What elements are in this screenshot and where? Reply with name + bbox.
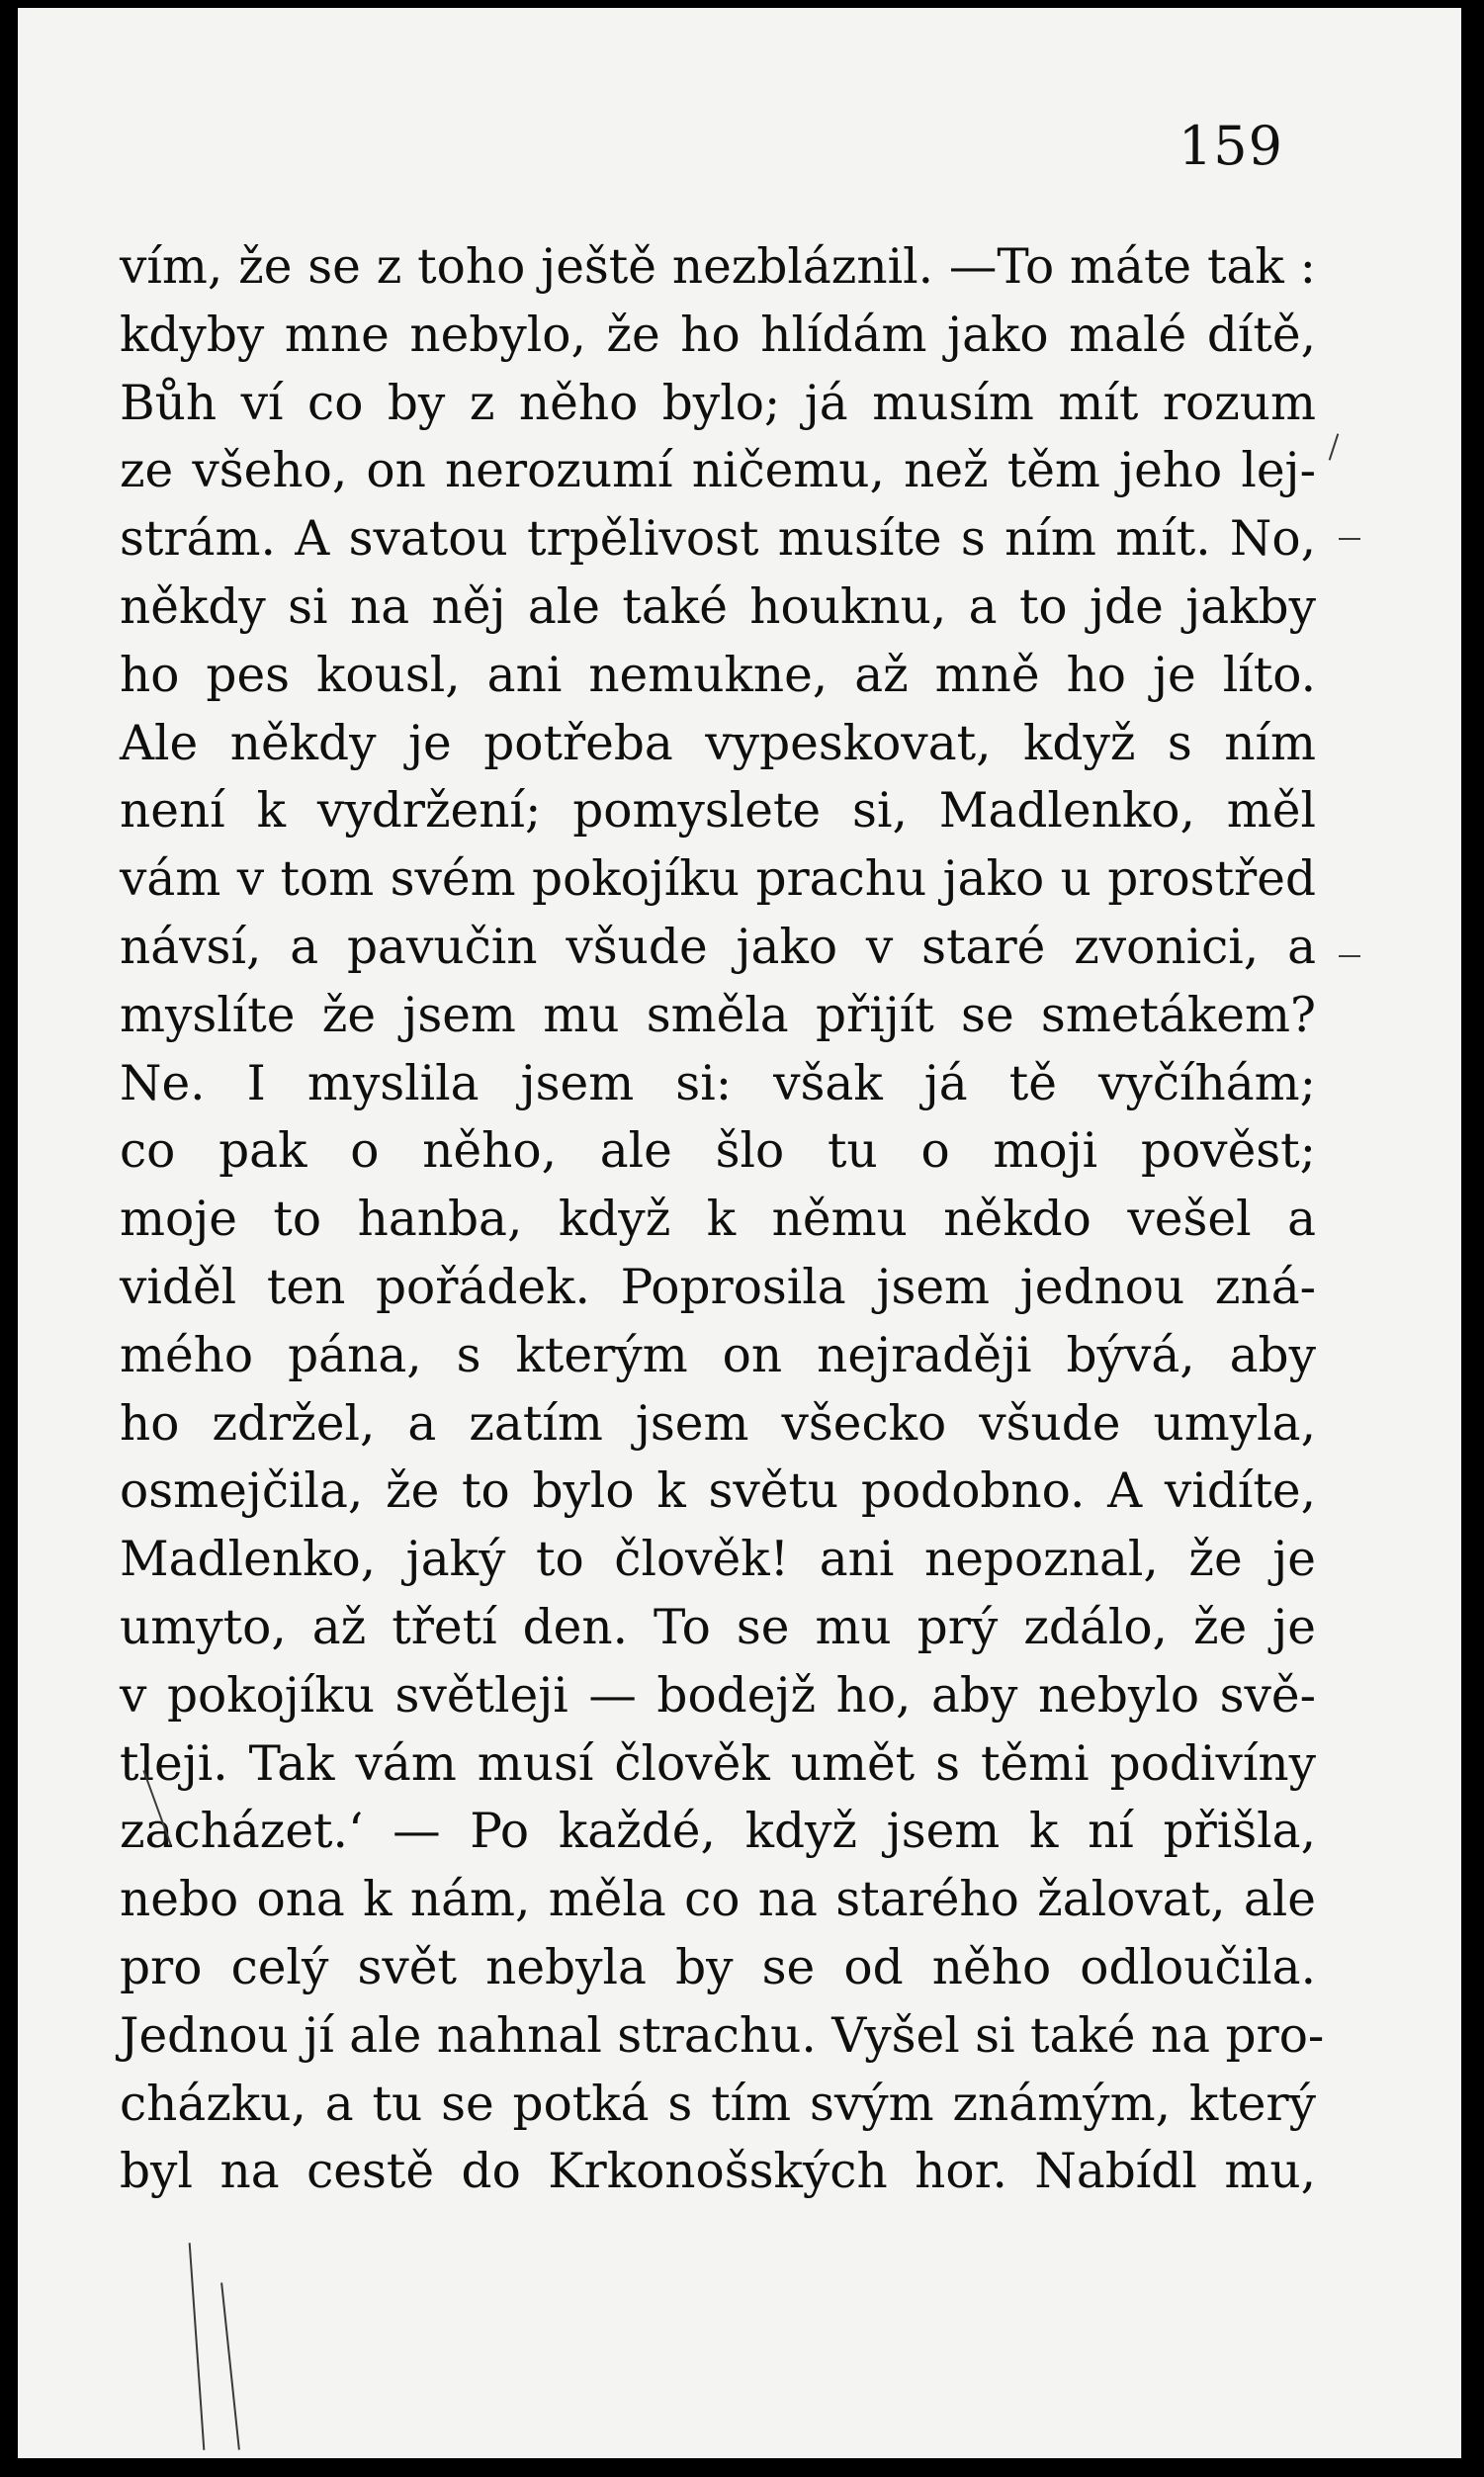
text-line: osmejčila, že to bylo k světu podobno. A vidíte, [120,1463,1316,1520]
text-line: pro celý svět nebyla by se od něho odloučila. [120,1939,1316,1995]
text-line: tleji. Tak vám musí člověk umět s těmi podivíny [120,1735,1316,1792]
scan-mark [1339,955,1360,957]
text-line: viděl ten pořádek. Poprosila jsem jednou zná- [120,1259,1316,1315]
text-line: Ale někdy je potřeba vypeskovat, když s ním [120,715,1316,771]
scan-mark [189,2243,206,2450]
text-line: ho zdržel, a zatím jsem všecko všude umyla, [120,1395,1316,1452]
text-line: někdy si na něj ale také houknu, a to jde jakby [120,578,1316,635]
scan-mark [1339,538,1360,540]
body-text [120,233,1325,2206]
text-line: Jednou jí ale nahnal strachu. Vyšel si také na pro- [120,2007,1325,2064]
text-line: ze všeho, on nerozumí ničemu, než těm jeho lej- [120,443,1316,499]
text-line: kdyby mne nebylo, že ho hlídám jako malé dítě, [120,307,1316,363]
text-line: vám v tom svém pokojíku prachu jako u prostřed [120,851,1316,908]
text-line: nebo ona k nám, měla co na starého žalovat, ale [120,1872,1316,1928]
scan-mark [220,2282,240,2449]
scan-right-edge [1461,0,1484,2477]
page-number: 159 [1178,115,1283,177]
text-line: umyto, až třetí den. To se mu prý zdálo, že je [120,1599,1316,1655]
scan-mark [1329,433,1340,460]
text-line: Ne. I myslila jsem si: však já tě vyčíhám; [120,1055,1316,1111]
text-line: zacházet.‘ — Po každé, když jsem k ní přišla, [120,1804,1316,1860]
text-line: v pokojíku světleji — bodejž ho, aby nebylo svě- [120,1667,1316,1724]
scan-left-edge [0,0,18,2477]
text-line: návsí, a pavučin všude jako v staré zvonici, a [120,919,1316,975]
text-line: byl na cestě do Krkonošských hor. Nabídl mu, [120,2144,1316,2200]
book-page [18,8,1461,2458]
text-line: myslíte že jsem mu směla přijít se smetákem? [120,987,1316,1043]
text-line: ho pes kousl, ani nemukne, až mně ho je líto. [120,647,1316,703]
text-line: moje to hanba, když k němu někdo vešel a [120,1192,1316,1248]
text-line: strám. A svatou trpělivost musíte s ním mít. No, [120,511,1316,568]
text-line: co pak o něho, ale šlo tu o moji pověst; [120,1123,1316,1180]
text-line: není k vydržení; pomyslete si, Madlenko, měl [120,783,1316,840]
text-line: cházku, a tu se potká s tím svým známým, který [120,2076,1316,2132]
text-line: vím, že se z toho ještě nezbláznil. —To máte tak : [120,239,1316,295]
text-line: mého pána, s kterým on nejraději bývá, aby [120,1327,1316,1383]
text-line: Bůh ví co by z něho bylo; já musím mít rozum [120,375,1316,431]
text-line: Madlenko, jaký to člověk! ani nepoznal, že je [120,1532,1316,1588]
